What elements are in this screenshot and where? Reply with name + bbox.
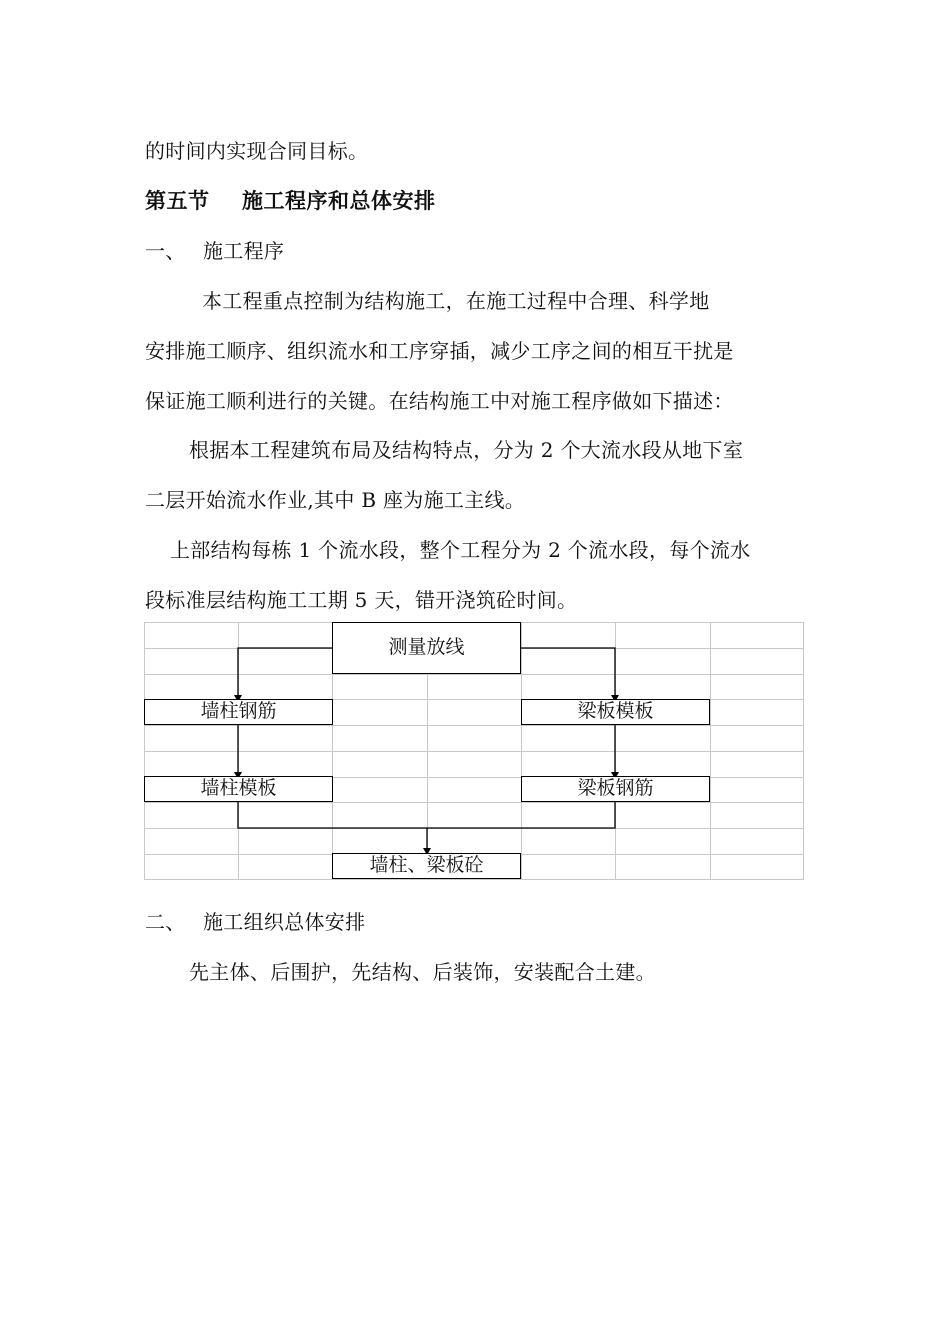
step-beam-slab-rebar: 梁板钢筋 — [521, 776, 710, 802]
construction-flowchart — [144, 622, 804, 880]
step-survey-layout: 测量放线 — [332, 622, 521, 674]
subsection-number-2: 二、 — [145, 910, 186, 934]
paragraph-3-line-2: 段标准层结构施工工期 5 天，错开浇筑砼时间。 — [145, 588, 578, 612]
subsection-title-2: 施工组织总体安排 — [203, 910, 366, 934]
paragraph-2-line-1: 根据本工程建筑布局及结构特点，分为 2 个大流水段从地下室 — [189, 438, 744, 462]
section-heading — [145, 188, 436, 214]
step-wall-column-rebar: 墙柱钢筋 — [144, 699, 333, 725]
section-title: 施工程序和总体安排 — [242, 189, 436, 213]
paragraph-2-line-2: 二层开始流水作业,其中 B 座为施工主线。 — [145, 488, 526, 512]
paragraph-4: 先主体、后围护，先结构、后装饰，安装配合土建。 — [189, 960, 656, 984]
step-concrete-pour: 墙柱、梁板砼 — [332, 853, 521, 879]
subsection-heading-2 — [145, 909, 365, 935]
subsection-title-1: 施工程序 — [203, 239, 285, 263]
paragraph-1-line-2: 安排施工顺序、组织流水和工序穿插，减少工序之间的相互干扰是 — [145, 339, 734, 363]
step-wall-column-formwork: 墙柱模板 — [144, 776, 333, 802]
subsection-heading-1 — [145, 238, 284, 264]
subsection-number-1: 一、 — [145, 239, 186, 263]
paragraph-3-line-1: 上部结构每栋 1 个流水段，整个工程分为 2 个流水段，每个流水 — [170, 538, 751, 562]
section-number: 第五节 — [145, 189, 210, 213]
paragraph-1-line-1: 本工程重点控制为结构施工，在施工过程中合理、科学地 — [202, 289, 710, 313]
paragraph-continuation: 的时间内实现合同目标。 — [145, 139, 369, 163]
paragraph-1-line-3: 保证施工顺利进行的关键。在结构施工中对施工程序做如下描述： — [145, 389, 734, 413]
step-beam-slab-formwork: 梁板模板 — [521, 699, 710, 725]
